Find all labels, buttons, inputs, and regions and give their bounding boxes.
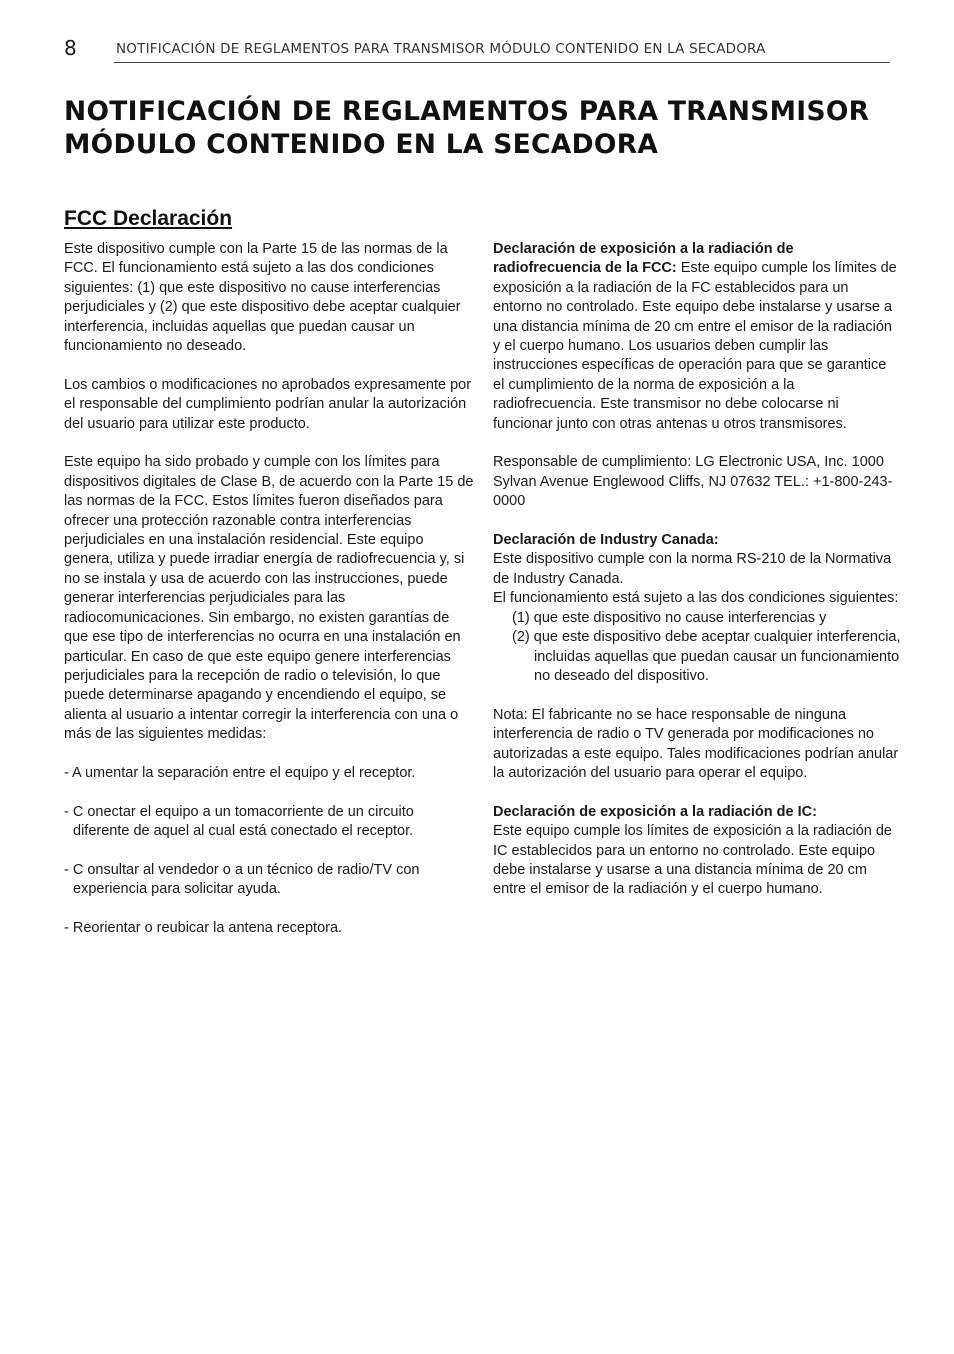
right-column (493, 240, 901, 900)
ic-conditions-list (493, 609, 901, 687)
measure-item: - Reorientar o reubicar la antena receptora. (64, 920, 343, 937)
ic-radiation-text: Este equipo cumple los límites de exposición a la radiación de IC establecidos para un entorno no controlado. Este equipo debe instalarse y usarse a una distancia mínima de 20 cm entre el emisor de la radiación y el cuerpo humano. (493, 823, 892, 898)
responsible-party: Responsable de cumplimiento: LG Electronic USA, Inc. 1000 Sylvan Avenue Englewood Cliffs, NJ 07632 TEL.: +1-800-243-0000 (493, 454, 893, 510)
left-column (64, 240, 474, 958)
measure-item: - A umentar la separación entre el equipo y el receptor. (64, 764, 416, 781)
rf-exposure-paragraph (493, 240, 901, 434)
page-title (64, 95, 904, 161)
industry-canada-line-1: Este dispositivo cumple con la norma RS-210 de la Normativa de Industry Canada. (493, 551, 892, 587)
ic-radiation-heading: Declaración de exposición a la radiación de IC: (493, 803, 817, 820)
measure-item: - C onsultar al vendedor o a un técnico de radio/TV con experiencia para solicitar ayuda. (64, 861, 420, 898)
page-number: 8 (64, 36, 77, 60)
measure-item: - C onectar el equipo a un tomacorriente de un circuito diferente de aquel al cual está conectado el receptor. (64, 803, 414, 840)
manufacturer-note: Nota: El fabricante no se hace responsable de ninguna interferencia de radio o TV generada por modificaciones no autorizadas a este equipo. Tales modificaciones podrían anular la autorización del usuario para operar el equipo. (493, 706, 899, 781)
industry-canada-heading: Declaración de Industry Canada: (493, 532, 719, 549)
section-title: FCC Declaración (64, 207, 233, 230)
ic-radiation-block (493, 803, 901, 900)
ic-condition-item: (2) que este dispositivo debe aceptar cualquier interferencia, incluidas aquellas que puedan causar un funcionamiento no deseado del dispositivo. (512, 629, 901, 684)
page-header (64, 36, 890, 64)
industry-canada-block (493, 531, 901, 686)
page-title-line-1: NOTIFICACIÓN DE REGLAMENTOS PARA TRANSMISOR (64, 96, 870, 127)
header-rule (114, 62, 890, 63)
class-b-paragraph: Este equipo ha sido probado y cumple con los límites para dispositivos digitales de Clase B, de acuerdo con la Parte 15 de las normas de la FCC. Estos límites fueron diseñados para ofrecer una protección razonable contra interferencias perjudiciales en una instalación residencial. Este equipo genera, utiliza y puede irradiar energía de radiofrecuencia y, si no se instala y usa de acuerdo con las instrucciones, puede generar interferencias perjudiciales para las radiocomunicaciones. Sin embargo, no existen garantías de que ese tipo de interferencias no ocurra en una instalación en particular. En caso de que este equipo genere interferencias perjudiciales para la recepción de radio o televisión, lo que puede determinarse apagando y encendiendo el equipo, se alienta al usuario a intentar corregir la interferencia con una o más de las siguientes medidas: (64, 454, 474, 743)
ic-condition-item: (1) que este dispositivo no cause interferencias y (512, 609, 827, 626)
fcc-compliance-paragraph: Este dispositivo cumple con la Parte 15 de las normas de la FCC. El funcionamiento está sujeto a las dos condiciones siguientes: (1) que este dispositivo no cause interferencias perjudiciales y (2) que este dispositivo debe aceptar cualquier interferencia, incluidas aquellas que puedan causar un funcionamiento no deseado. (64, 241, 461, 355)
modifications-paragraph: Los cambios o modificaciones no aprobados expresamente por el responsable del cumplimiento podrían anular la autorización del usuario para utilizar este producto. (64, 376, 472, 432)
rf-exposure-heading: Declaración de exposición a la radiación de radiofrecuencia de la FCC: (493, 241, 794, 277)
running-title: NOTIFICACIÓN DE REGLAMENTOS PARA TRANSMISOR MÓDULO CONTENIDO EN LA SECADORA (116, 41, 766, 57)
rf-exposure-text: Este equipo cumple los límites de exposición a la radiación de la FC establecidos para un entorno no controlado. Este equipo debe instalarse y usarse a una distancia mínima de 20 cm entre el emisor de la radiación y el cuerpo humano. Los usuarios deben cumplir las instrucciones específicas de operación para que se garantice el cumplimiento de la norma de exposición a la radiofrecuencia. Este transmisor no debe colocarse ni funcionar junto con otras antenas u otros transmisores. (493, 260, 897, 432)
page-title-line-2: MÓDULO CONTENIDO EN LA SECADORA (64, 129, 659, 160)
industry-canada-line-2: El funcionamiento está sujeto a las dos condiciones siguientes: (493, 590, 899, 607)
